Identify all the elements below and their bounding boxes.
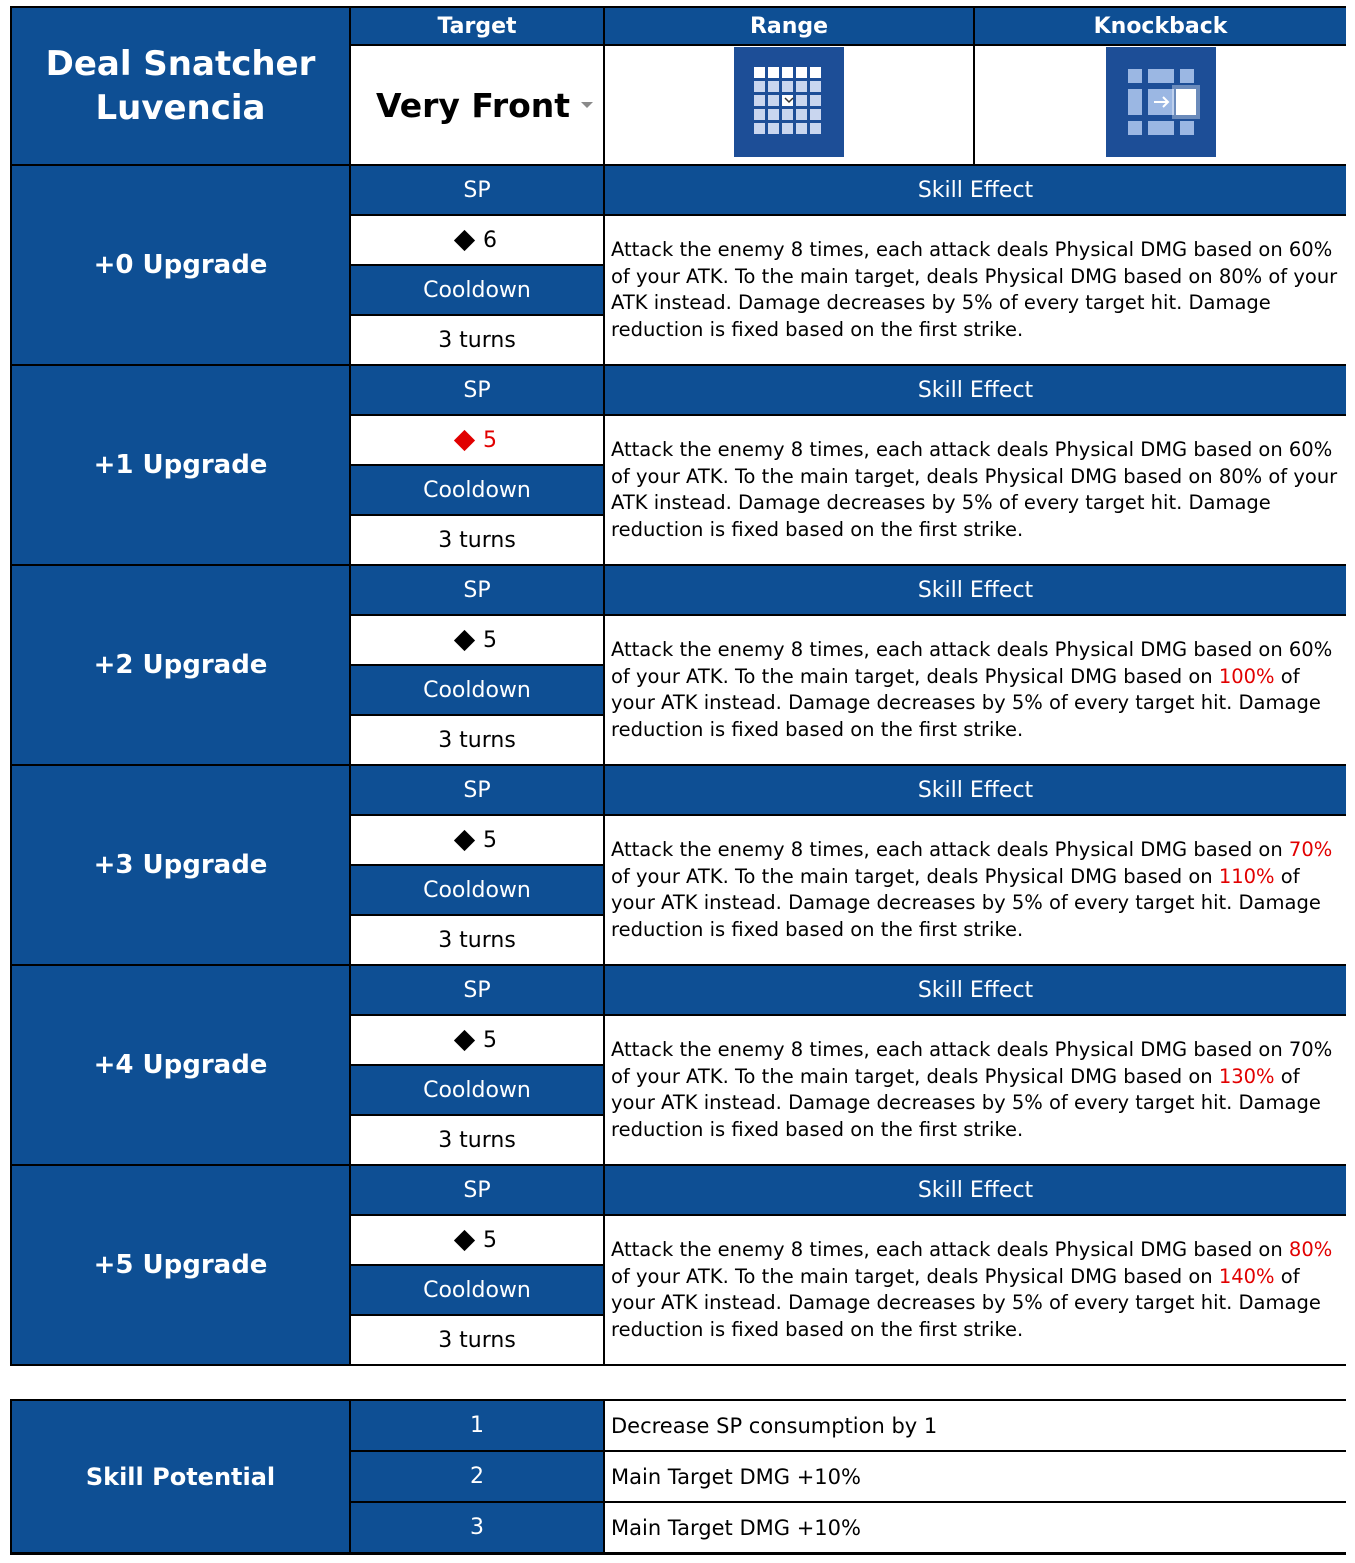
- skill-effect-body: [611, 437, 1340, 543]
- highlight-value: 130%: [1218, 1064, 1275, 1088]
- sp-diamond-icon: [454, 229, 475, 250]
- potential-text: Decrease SP consumption by 1: [605, 1401, 1346, 1450]
- range-grid-cell: [796, 123, 807, 134]
- potential-text: Main Target DMG +10%: [605, 1503, 1346, 1552]
- range-grid-cell: [754, 81, 765, 92]
- skill-effect-text: [605, 416, 1346, 564]
- sp-number: 5: [483, 827, 497, 853]
- highlight-value: 80%: [1288, 1238, 1333, 1261]
- target-header: Target: [351, 8, 603, 44]
- cooldown-header: Cooldown: [351, 466, 603, 514]
- potential-text: Main Target DMG +10%: [605, 1452, 1346, 1501]
- sp-value: [351, 1216, 603, 1264]
- effect-text-segment: Attack the enemy 8 times, each attack deals Physical DMG based on 70% of your ATK. To the main target, deals Physical DMG based on: [611, 1038, 1333, 1088]
- potential-number: 1: [351, 1401, 603, 1450]
- skill-effect-text: [605, 1016, 1346, 1164]
- chevron-down-icon[interactable]: [581, 102, 593, 108]
- range-grid-cell: [810, 81, 821, 92]
- skill-name-line1: Deal Snatcher: [45, 44, 316, 84]
- sp-number: 5: [483, 1227, 497, 1253]
- sp-number: 6: [483, 227, 497, 253]
- cooldown-value: 3 turns: [351, 716, 603, 764]
- skill-effect-header: Skill Effect: [605, 366, 1346, 414]
- cooldown-value: 3 turns: [351, 1116, 603, 1164]
- knockback-header: Knockback: [975, 8, 1346, 44]
- cooldown-value: 3 turns: [351, 916, 603, 964]
- highlight-value: 100%: [1218, 664, 1275, 688]
- upgrade-label: +3 Upgrade: [12, 766, 349, 964]
- upgrade-label: +1 Upgrade: [12, 366, 349, 564]
- range-grid-cell: [754, 109, 765, 120]
- skill-effect-text: [605, 1216, 1346, 1364]
- effect-text-segment: of your ATK. To the main target, deals Physical DMG based on: [611, 1264, 1219, 1288]
- sp-value: [351, 416, 603, 464]
- range-grid-cell: [796, 67, 807, 78]
- upgrade-label: +2 Upgrade: [12, 566, 349, 764]
- sp-number: 5: [483, 627, 497, 653]
- sp-diamond-icon: [454, 629, 475, 650]
- effect-text-segment: of your ATK instead. Damage decreases by 5% of every target hit. Damage reduction is fixed based on the first strike.: [611, 664, 1321, 741]
- skill-effect-header: Skill Effect: [605, 166, 1346, 214]
- skill-effect-body: [611, 1037, 1340, 1143]
- range-grid-cell: [782, 81, 793, 92]
- sp-value: [351, 216, 603, 264]
- range-cell: [605, 46, 973, 164]
- skill-effect-text: [605, 616, 1346, 764]
- range-grid-cell: [782, 67, 793, 78]
- highlight-value: 110%: [1218, 864, 1275, 888]
- effect-text-segment: of your ATK. To the main target, deals Physical DMG based on: [611, 864, 1219, 888]
- knockback-cell: [975, 46, 1346, 164]
- sp-header: SP: [351, 966, 603, 1014]
- cooldown-value: 3 turns: [351, 316, 603, 364]
- effect-text-segment: of your ATK instead. Damage decreases by 5% of every target hit. Damage reduction is fixed based on the first strike.: [611, 864, 1321, 941]
- range-grid-cell: [796, 109, 807, 120]
- skill-effect-header: Skill Effect: [605, 766, 1346, 814]
- skill-effect-body: [611, 637, 1340, 743]
- range-grid-cell: [782, 123, 793, 134]
- effect-text-segment: Attack the enemy 8 times, each attack deals Physical DMG based on 60% of your ATK. To the main target, deals Physical DMG based on 80% of your ATK instead. Damage decreases by 5% of every target hit. Damage reduction is fixed based on the first strike.: [611, 238, 1338, 341]
- sp-diamond-icon: [454, 1029, 475, 1050]
- upgrade-label: +5 Upgrade: [12, 1166, 349, 1364]
- sp-header: SP: [351, 1166, 603, 1214]
- sp-value: [351, 816, 603, 864]
- skill-effect-header: Skill Effect: [605, 566, 1346, 614]
- effect-text-segment: of your ATK instead. Damage decreases by 5% of every target hit. Damage reduction is fixed based on the first strike.: [611, 1064, 1321, 1141]
- range-grid-cell: [796, 81, 807, 92]
- sp-diamond-icon: [454, 429, 475, 450]
- range-grid-cell: [810, 109, 821, 120]
- range-grid-icon: [734, 47, 844, 157]
- skill-table: [10, 6, 1346, 1366]
- range-grid-cell: [754, 67, 765, 78]
- range-grid-cell: [768, 123, 779, 134]
- cooldown-header: Cooldown: [351, 266, 603, 314]
- range-grid-cell: [810, 123, 821, 134]
- upgrade-label: +4 Upgrade: [12, 966, 349, 1164]
- range-grid-cell: [768, 109, 779, 120]
- range-grid-cell: [768, 81, 779, 92]
- skill-effect-header: Skill Effect: [605, 1166, 1346, 1214]
- skill-name: [12, 8, 349, 164]
- effect-text-segment: Attack the enemy 8 times, each attack deals Physical DMG based on: [611, 1238, 1289, 1261]
- range-grid-cell: [810, 95, 821, 106]
- range-grid-cell: [796, 95, 807, 106]
- effect-text-segment: of your ATK instead. Damage decreases by 5% of every target hit. Damage reduction is fixed based on the first strike.: [611, 1264, 1321, 1341]
- range-header: Range: [605, 8, 973, 44]
- sp-value: [351, 1016, 603, 1064]
- skill-name-line2: Luvencia: [95, 88, 266, 128]
- sp-header: SP: [351, 766, 603, 814]
- range-grid-cell: [768, 67, 779, 78]
- sp-number: 5: [483, 427, 497, 453]
- cooldown-header: Cooldown: [351, 1066, 603, 1114]
- target-value: Very Front: [376, 85, 571, 125]
- skill-effect-text: [605, 816, 1346, 964]
- range-grid-cell: [782, 109, 793, 120]
- upgrade-label: +0 Upgrade: [12, 166, 349, 364]
- cooldown-value: 3 turns: [351, 516, 603, 564]
- highlight-value: 140%: [1218, 1264, 1275, 1288]
- knockback-arrow-icon: [1106, 47, 1216, 157]
- potential-number: 3: [351, 1503, 603, 1552]
- skill-effect-header: Skill Effect: [605, 966, 1346, 1014]
- range-grid-cell: [754, 95, 765, 106]
- highlight-value: 70%: [1288, 838, 1333, 861]
- sp-number: 5: [483, 1027, 497, 1053]
- sp-diamond-icon: [454, 1229, 475, 1250]
- cooldown-header: Cooldown: [351, 1266, 603, 1314]
- range-grid-cell: [768, 95, 779, 106]
- sp-header: SP: [351, 366, 603, 414]
- skill-effect-body: [611, 837, 1340, 943]
- effect-text-segment: Attack the enemy 8 times, each attack deals Physical DMG based on: [611, 838, 1289, 861]
- sp-value: [351, 616, 603, 664]
- effect-text-segment: Attack the enemy 8 times, each attack deals Physical DMG based on 60% of your ATK. To the main target, deals Physical DMG based on: [611, 638, 1333, 688]
- sp-diamond-icon: [454, 829, 475, 850]
- target-select[interactable]: [351, 46, 603, 164]
- skill-potential-label: Skill Potential: [12, 1401, 349, 1552]
- effect-text-segment: Attack the enemy 8 times, each attack deals Physical DMG based on 60% of your ATK. To the main target, deals Physical DMG based on 80% of your ATK instead. Damage decreases by 5% of every target hit. Damage reduction is fixed based on the first strike.: [611, 438, 1338, 541]
- cooldown-value: 3 turns: [351, 1316, 603, 1364]
- skill-effect-text: [605, 216, 1346, 364]
- sp-header: SP: [351, 566, 603, 614]
- skill-effect-body: [611, 237, 1340, 343]
- potential-number: 2: [351, 1452, 603, 1501]
- range-grid-cell: [754, 123, 765, 134]
- skill-potential-table: [10, 1399, 1346, 1555]
- cooldown-header: Cooldown: [351, 866, 603, 914]
- sp-header: SP: [351, 166, 603, 214]
- cooldown-header: Cooldown: [351, 666, 603, 714]
- range-grid-cell: [810, 67, 821, 78]
- skill-effect-body: [611, 1237, 1340, 1343]
